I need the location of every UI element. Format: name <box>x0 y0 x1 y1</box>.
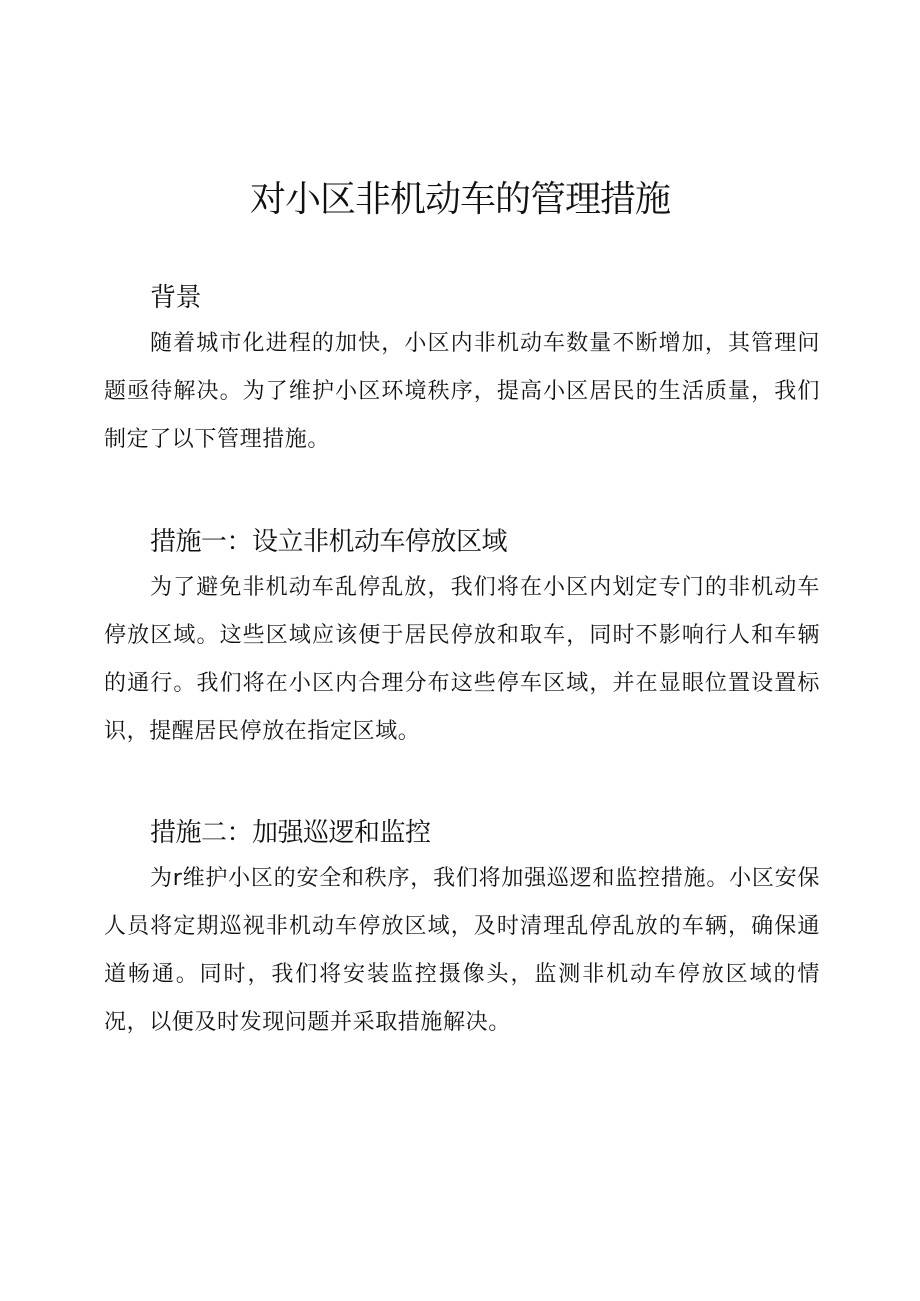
section-background <box>104 280 820 464</box>
section-body: 为r维护小区的安全和秩序，我们将加强巡逻和监控措施。小区安保人员将定期巡视非机动车停放区域，及时清理乱停乱放的车辆，确保通道畅通。同时，我们将安装监控摄像头，监测非机动车停放区域的情况，以便及时发现问题并采取措施解决。 <box>104 866 820 1035</box>
section-body: 为了避免非机动车乱停乱放，我们将在小区内划定专门的非机动车停放区域。这些区域应该便于居民停放和取车，同时不影响行人和车辆的通行。我们将在小区内合理分布这些停车区域，并在显眼位置设置标识，提醒居民停放在指定区域。 <box>104 575 820 744</box>
section-measure-one <box>104 524 820 756</box>
section-heading: 背景 <box>150 283 202 313</box>
section-heading: 措施二：加强巡逻和监控 <box>150 818 431 848</box>
section-measure-two <box>104 815 820 1047</box>
section-heading: 措施一：设立非机动车停放区域 <box>150 527 508 557</box>
section-body: 随着城市化进程的加快，小区内非机动车数量不断增加，其管理问题亟待解决。为了维护小区环境秩序，提高小区居民的生活质量，我们制定了以下管理措施。 <box>104 331 820 452</box>
document-title: 对小区非机动车的管理措施 <box>249 179 670 220</box>
